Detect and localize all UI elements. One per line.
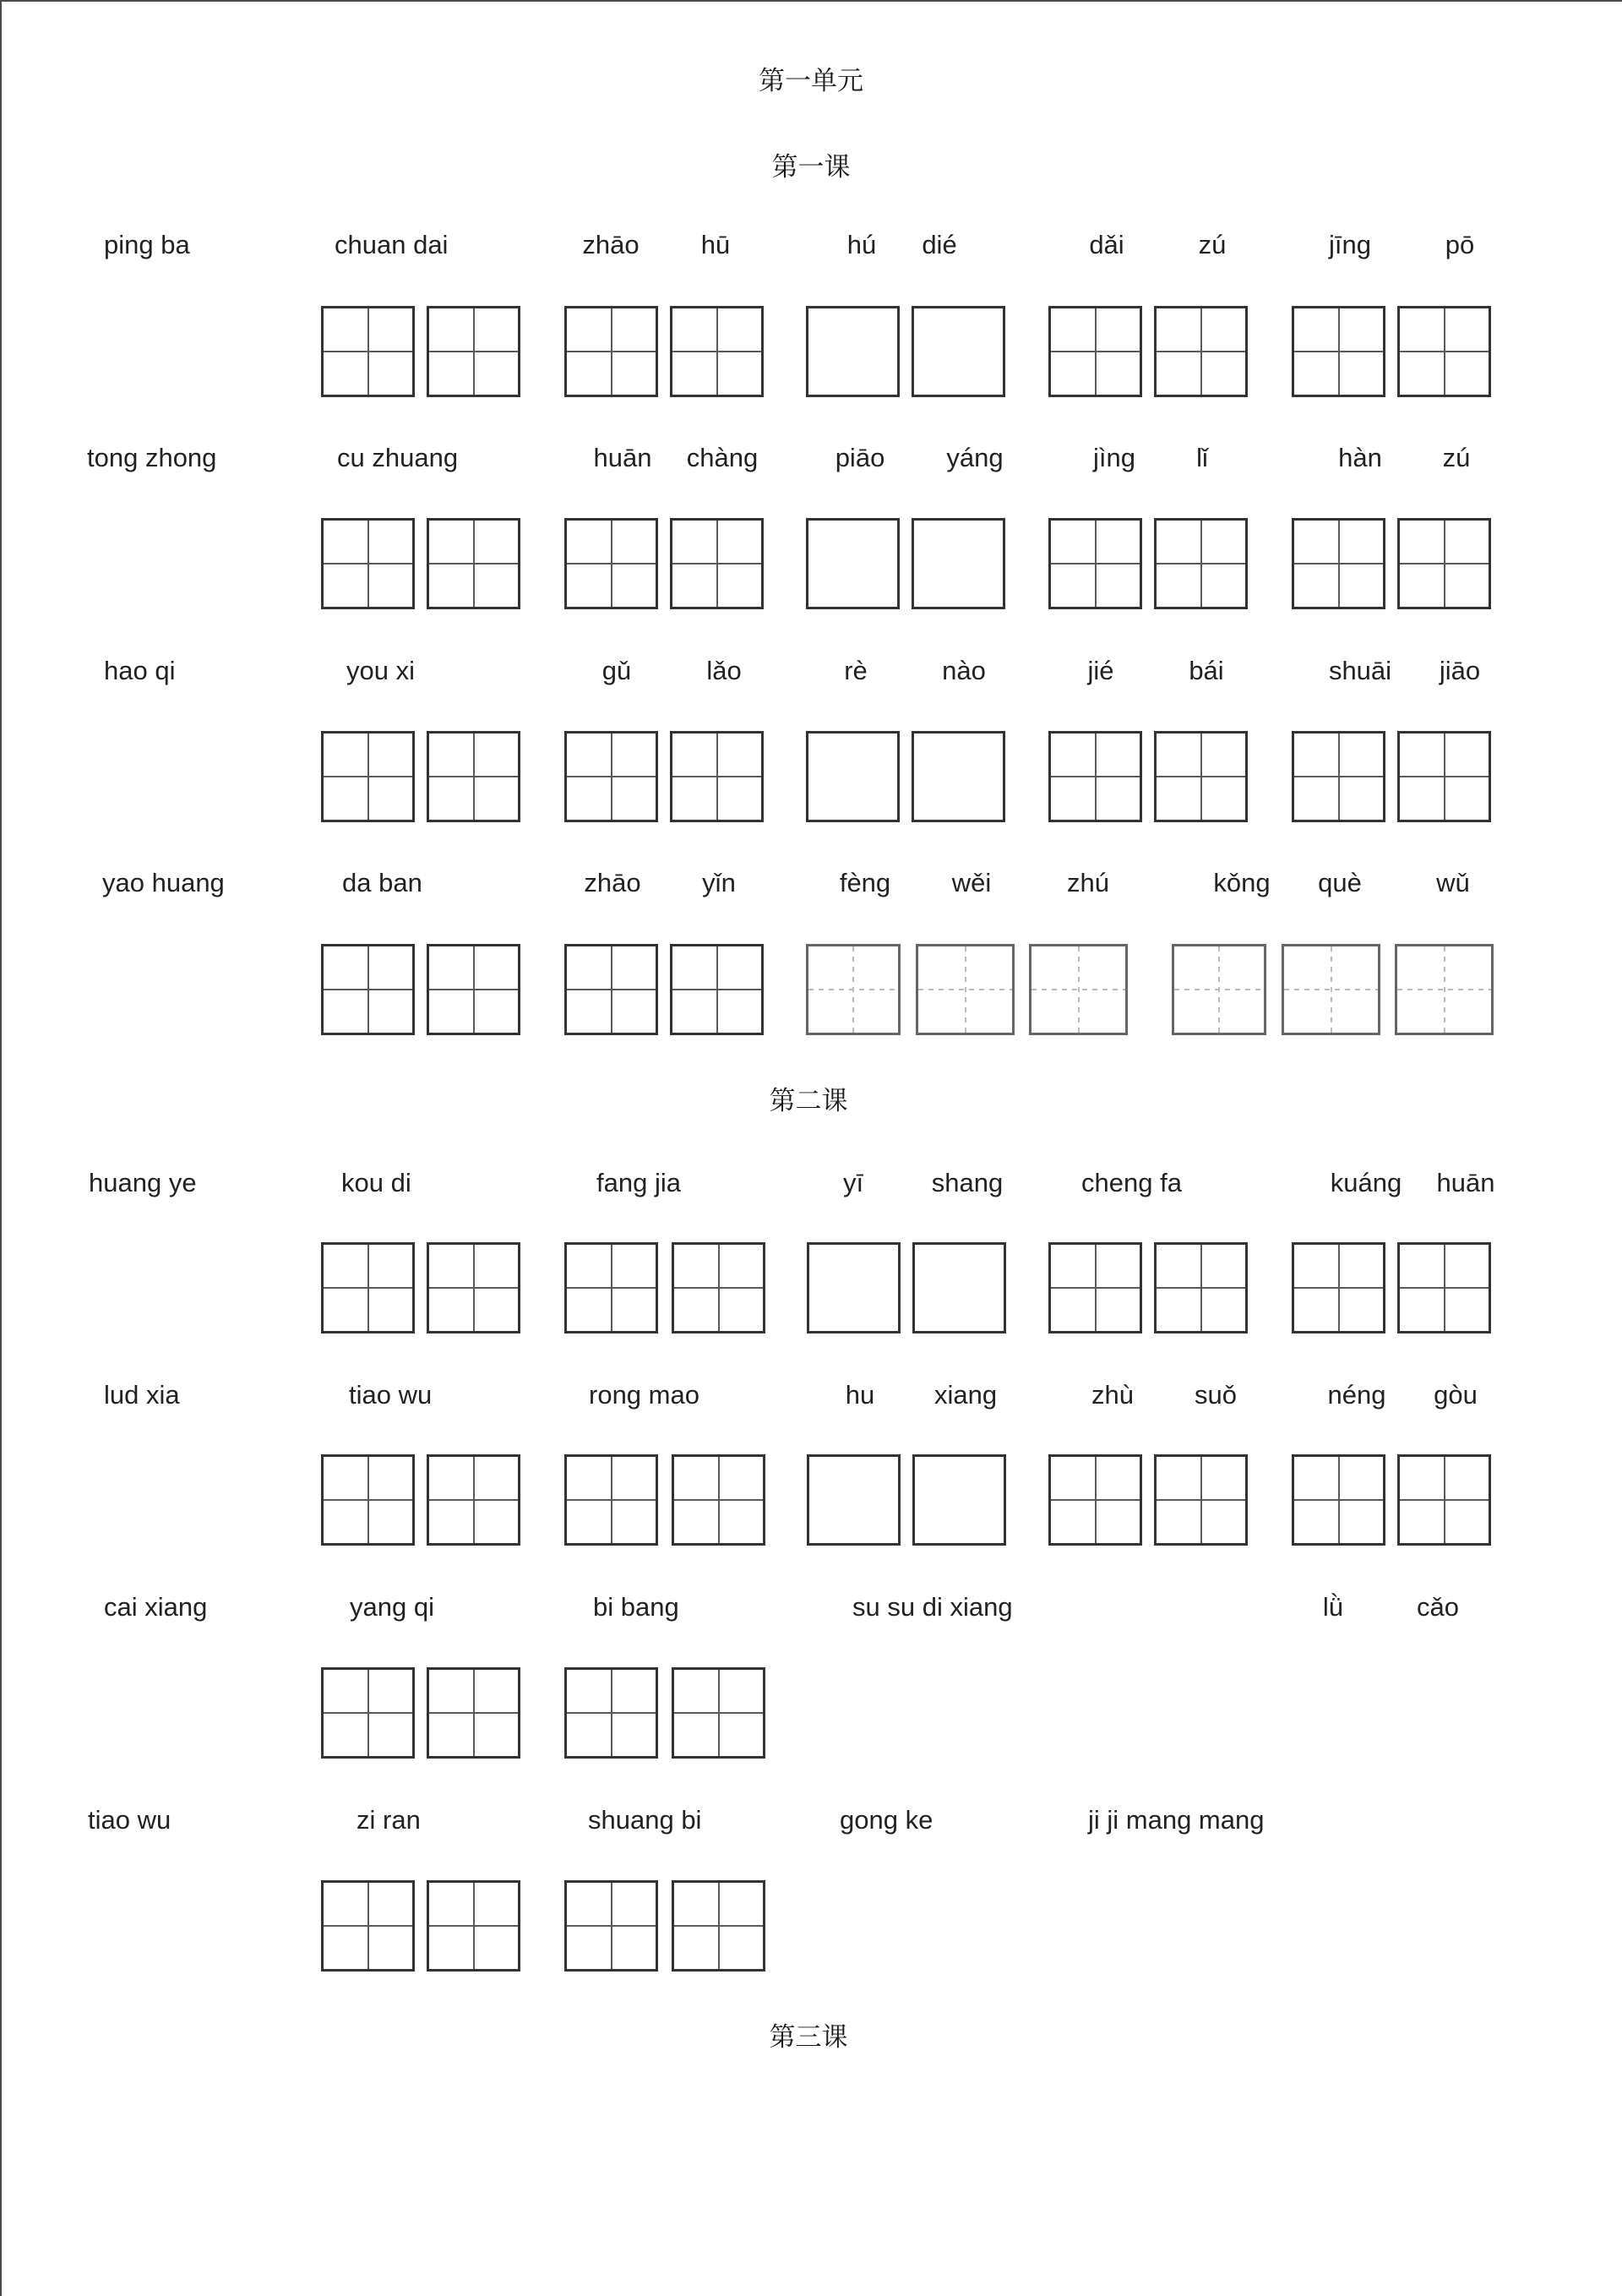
- pinyin-label: hū: [700, 230, 731, 259]
- writing-box[interactable]: [564, 731, 658, 822]
- lesson-1-title: 第一课: [771, 152, 851, 183]
- pinyin-label: hao qi: [104, 656, 176, 685]
- writing-box[interactable]: [427, 1242, 520, 1333]
- writing-box[interactable]: [916, 944, 1015, 1035]
- lesson-2-title: 第二课: [769, 1086, 848, 1116]
- pinyin-label: rè: [844, 656, 868, 685]
- pinyin-label: yáng: [946, 443, 1004, 472]
- writing-box[interactable]: [1029, 944, 1128, 1035]
- writing-box[interactable]: [321, 518, 415, 609]
- pinyin-label: zhāo: [582, 230, 640, 259]
- unit-title: 第一单元: [759, 66, 863, 96]
- writing-box[interactable]: [564, 1242, 658, 1333]
- pinyin-label: shuang bi: [588, 1805, 702, 1835]
- writing-box[interactable]: [1048, 1242, 1142, 1333]
- pinyin-label: kou di: [341, 1168, 411, 1197]
- pinyin-label: huang ye: [89, 1168, 197, 1197]
- pinyin-label: pō: [1445, 230, 1475, 259]
- pinyin-label: ji ji mang mang: [1088, 1805, 1265, 1835]
- writing-box[interactable]: [427, 1880, 520, 1972]
- pinyin-label: yao huang: [102, 868, 225, 897]
- writing-box[interactable]: [1154, 306, 1248, 397]
- writing-box[interactable]: [1292, 731, 1385, 822]
- writing-box[interactable]: [564, 1454, 658, 1546]
- pinyin-label: fang jia: [596, 1168, 681, 1197]
- pinyin-label: zhú: [1067, 868, 1109, 897]
- pinyin-label: lud xia: [104, 1380, 180, 1410]
- writing-box[interactable]: [427, 731, 520, 822]
- writing-box[interactable]: [427, 1667, 520, 1759]
- writing-box[interactable]: [427, 1454, 520, 1546]
- pinyin-label: què: [1318, 868, 1362, 897]
- writing-box[interactable]: [806, 944, 901, 1035]
- writing-box[interactable]: [1154, 1454, 1248, 1546]
- writing-box[interactable]: [670, 944, 764, 1035]
- writing-box[interactable]: [321, 1454, 415, 1546]
- pinyin-label: kuáng: [1330, 1168, 1402, 1197]
- writing-box[interactable]: [564, 1667, 658, 1759]
- pinyin-label: wǔ: [1436, 868, 1470, 897]
- writing-box[interactable]: [912, 1454, 1006, 1546]
- pinyin-label: su su di xiang: [852, 1592, 1013, 1622]
- writing-box[interactable]: [321, 731, 415, 822]
- pinyin-label: tong zhong: [87, 443, 217, 472]
- writing-box[interactable]: [670, 306, 764, 397]
- pinyin-label: huān: [1436, 1168, 1495, 1197]
- pinyin-label: wěi: [951, 868, 992, 897]
- pinyin-label: piāo: [835, 443, 885, 472]
- writing-box[interactable]: [427, 306, 520, 397]
- pinyin-label: gòu: [1434, 1380, 1478, 1410]
- pinyin-label: bi bang: [593, 1592, 679, 1622]
- pinyin-label: hàn: [1338, 443, 1382, 472]
- writing-box[interactable]: [670, 518, 764, 609]
- writing-box[interactable]: [912, 731, 1005, 822]
- pinyin-label: chuan dai: [335, 230, 449, 259]
- pinyin-label: fèng: [839, 868, 891, 897]
- writing-box[interactable]: [564, 1880, 658, 1972]
- lesson-3-title: 第三课: [769, 2022, 848, 2053]
- pinyin-label: hu: [845, 1380, 875, 1410]
- pinyin-label: shuāi: [1328, 656, 1392, 685]
- pinyin-label: da ban: [342, 868, 422, 897]
- writing-box[interactable]: [564, 944, 658, 1035]
- pinyin-label: lǎo: [706, 656, 742, 685]
- pinyin-label: xiang: [933, 1380, 998, 1410]
- pinyin-label: you xi: [346, 656, 415, 685]
- writing-box[interactable]: [806, 731, 900, 822]
- pinyin-label: tiao wu: [88, 1805, 171, 1835]
- writing-box[interactable]: [1048, 518, 1142, 609]
- pinyin-label: cheng fa: [1081, 1168, 1182, 1197]
- pinyin-label: dǎi: [1089, 230, 1124, 259]
- pinyin-label: yī: [842, 1168, 864, 1197]
- pinyin-label: yang qi: [350, 1592, 434, 1622]
- writing-box[interactable]: [912, 306, 1005, 397]
- writing-box[interactable]: [912, 1242, 1006, 1333]
- pinyin-label: lǐ: [1196, 443, 1208, 472]
- page-top-border: [0, 0, 1622, 2]
- pinyin-label: chàng: [686, 443, 759, 472]
- writing-box[interactable]: [1397, 306, 1491, 397]
- pinyin-label: dié: [922, 230, 957, 259]
- writing-box[interactable]: [1154, 518, 1248, 609]
- page-left-border: [0, 0, 2, 2296]
- writing-box[interactable]: [564, 306, 658, 397]
- pinyin-label: jīng: [1329, 230, 1371, 259]
- writing-box[interactable]: [1397, 1242, 1491, 1333]
- writing-box[interactable]: [1154, 731, 1248, 822]
- pinyin-label: bái: [1189, 656, 1224, 685]
- pinyin-label: zú: [1198, 230, 1227, 259]
- writing-box[interactable]: [1292, 306, 1385, 397]
- writing-box[interactable]: [672, 1880, 765, 1972]
- pinyin-label: shang: [931, 1168, 1004, 1197]
- writing-box[interactable]: [427, 518, 520, 609]
- pinyin-label: ping ba: [104, 230, 190, 259]
- writing-box[interactable]: [1282, 944, 1380, 1035]
- writing-box[interactable]: [1292, 1454, 1385, 1546]
- pinyin-label: jié: [1087, 656, 1114, 685]
- pinyin-label: cai xiang: [104, 1592, 208, 1622]
- pinyin-label: yǐn: [702, 868, 736, 897]
- writing-box[interactable]: [807, 1454, 901, 1546]
- writing-box[interactable]: [321, 1667, 415, 1759]
- writing-box[interactable]: [1172, 944, 1266, 1035]
- writing-box[interactable]: [1395, 944, 1494, 1035]
- pinyin-label: cǎo: [1417, 1592, 1459, 1622]
- writing-box[interactable]: [321, 1242, 415, 1333]
- pinyin-label: zú: [1442, 443, 1471, 472]
- pinyin-label: zhù: [1091, 1380, 1134, 1410]
- writing-box[interactable]: [564, 518, 658, 609]
- writing-box[interactable]: [321, 306, 415, 397]
- pinyin-label: tiao wu: [349, 1380, 433, 1410]
- writing-box[interactable]: [806, 306, 900, 397]
- writing-box[interactable]: [672, 1454, 765, 1546]
- pinyin-label: suǒ: [1195, 1380, 1237, 1410]
- pinyin-label: hú: [846, 230, 877, 259]
- pinyin-label: jiāo: [1439, 656, 1481, 685]
- pinyin-label: kǒng: [1213, 868, 1271, 897]
- writing-box[interactable]: [1048, 1454, 1142, 1546]
- writing-box[interactable]: [670, 731, 764, 822]
- pinyin-label: zi ran: [357, 1805, 421, 1835]
- writing-box[interactable]: [1048, 731, 1142, 822]
- pinyin-label: huān: [593, 443, 652, 472]
- writing-box[interactable]: [807, 1242, 901, 1333]
- writing-box[interactable]: [1397, 518, 1491, 609]
- writing-box[interactable]: [1292, 1242, 1385, 1333]
- pinyin-label: nào: [942, 656, 986, 685]
- writing-box[interactable]: [672, 1242, 765, 1333]
- writing-box[interactable]: [1292, 518, 1385, 609]
- pinyin-label: lǜ: [1322, 1592, 1344, 1622]
- writing-box[interactable]: [806, 518, 900, 609]
- writing-box[interactable]: [321, 944, 415, 1035]
- pinyin-label: zhāo: [584, 868, 641, 897]
- writing-box[interactable]: [1154, 1242, 1248, 1333]
- writing-box[interactable]: [1397, 731, 1491, 822]
- pinyin-label: rong mao: [589, 1380, 699, 1410]
- pinyin-label: cu zhuang: [337, 443, 459, 472]
- writing-box[interactable]: [1048, 306, 1142, 397]
- writing-box[interactable]: [672, 1667, 765, 1759]
- pinyin-label: jìng: [1093, 443, 1135, 472]
- pinyin-label: gǔ: [601, 656, 632, 685]
- writing-box[interactable]: [321, 1880, 415, 1972]
- pinyin-label: néng: [1327, 1380, 1386, 1410]
- pinyin-label: gong ke: [840, 1805, 933, 1835]
- writing-box[interactable]: [1397, 1454, 1491, 1546]
- writing-box[interactable]: [912, 518, 1005, 609]
- writing-box[interactable]: [427, 944, 520, 1035]
